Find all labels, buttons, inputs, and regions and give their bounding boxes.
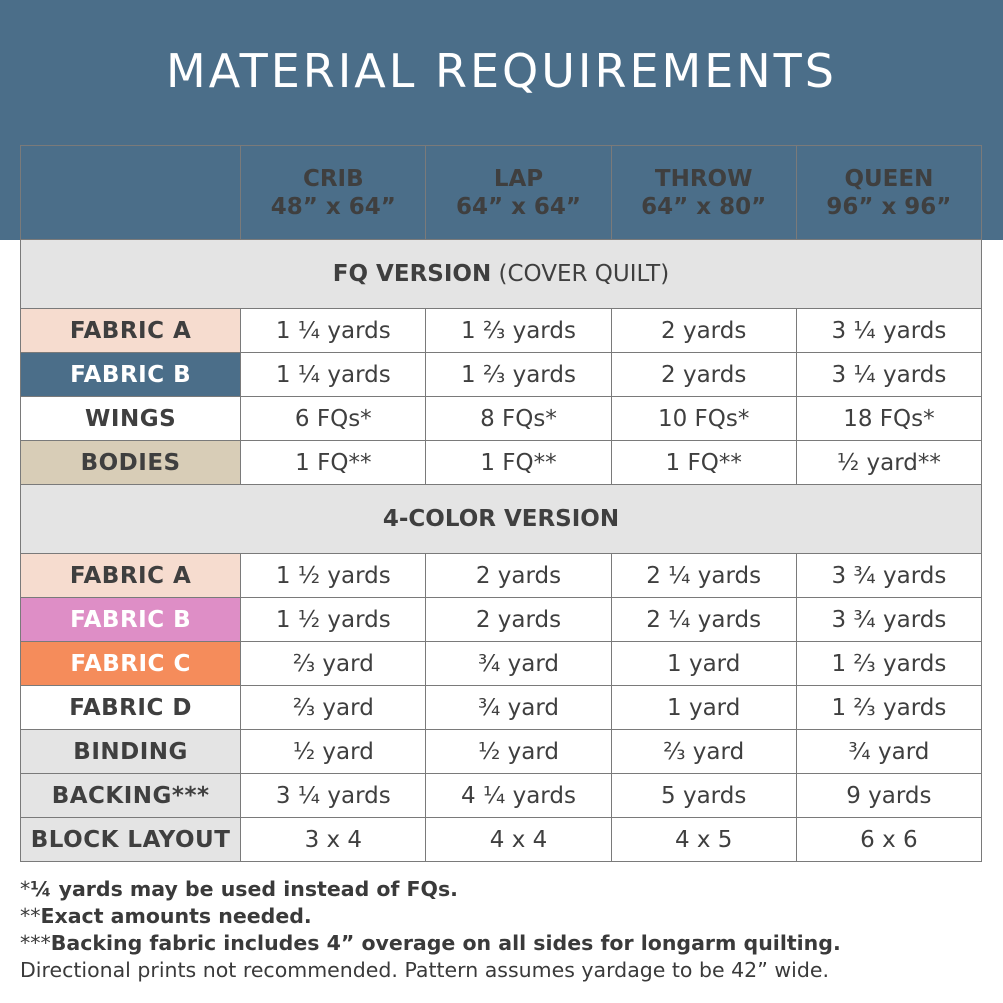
row-label: FABRIC A: [21, 309, 241, 353]
column-size: 64” x 64”: [455, 193, 582, 220]
table-row: [21, 642, 982, 686]
table-cell: 3 ¼ yards: [796, 309, 981, 353]
table-cell: 4 ¼ yards: [426, 774, 611, 818]
table-cell: ⅔ yard: [241, 686, 426, 730]
table-cell: 2 ¼ yards: [611, 598, 796, 642]
table-cell: ⅔ yard: [241, 642, 426, 686]
row-label: BLOCK LAYOUT: [21, 818, 241, 862]
table-cell: 2 yards: [611, 353, 796, 397]
table-cell: 1 ½ yards: [241, 598, 426, 642]
table-cell: 5 yards: [611, 774, 796, 818]
table-cell: 2 ¼ yards: [611, 554, 796, 598]
section-header-row: [21, 240, 982, 309]
column-header: [241, 146, 426, 240]
section-title: [21, 485, 982, 554]
table-cell: 1 yard: [611, 686, 796, 730]
section-title: [21, 240, 982, 309]
table-cell: 6 FQs*: [241, 397, 426, 441]
table-cell: 1 ⅔ yards: [426, 309, 611, 353]
footnote: **Exact amounts needed.: [20, 904, 312, 928]
footnote: *¼ yards may be used instead of FQs.: [20, 877, 458, 901]
column-name: THROW: [654, 165, 753, 192]
section-title-note: (COVER QUILT): [491, 261, 670, 287]
table-cell: 1 ¼ yards: [241, 353, 426, 397]
row-label: FABRIC D: [21, 686, 241, 730]
table-cell: 1 yard: [611, 642, 796, 686]
footnotes: [20, 876, 990, 984]
table-cell: ¾ yard: [426, 686, 611, 730]
material-requirements-table: [20, 145, 982, 862]
row-label: BACKING***: [21, 774, 241, 818]
column-header: [611, 146, 796, 240]
column-size: 96” x 96”: [826, 193, 952, 220]
table-cell: 2 yards: [426, 598, 611, 642]
row-label: BINDING: [21, 730, 241, 774]
row-label: WINGS: [21, 397, 241, 441]
table-row: [21, 774, 982, 818]
footnote: ***Backing fabric includes 4” overage on all sides for longarm quilting.: [20, 931, 841, 955]
table-row: [21, 730, 982, 774]
table-cell: 1 ⅔ yards: [426, 353, 611, 397]
table-cell: ¾ yard: [796, 730, 981, 774]
row-label: BODIES: [21, 441, 241, 485]
section-header-row: [21, 485, 982, 554]
table-cell: 1 FQ**: [611, 441, 796, 485]
row-label: FABRIC B: [21, 353, 241, 397]
column-name: QUEEN: [844, 165, 934, 192]
page-title: MATERIAL REQUIREMENTS: [166, 44, 837, 98]
footnote-plain: Directional prints not recommended. Pattern assumes yardage to be 42” wide.: [20, 958, 829, 982]
table-cell: 1 FQ**: [241, 441, 426, 485]
table-cell: 1 ¼ yards: [241, 309, 426, 353]
table-cell: ¾ yard: [426, 642, 611, 686]
column-size: 48” x 64”: [270, 193, 396, 220]
table-cell: 8 FQs*: [426, 397, 611, 441]
table-cell: 3 ¼ yards: [241, 774, 426, 818]
table-cell: 1 FQ**: [426, 441, 611, 485]
table-cell: ½ yard: [426, 730, 611, 774]
table-row: [21, 818, 982, 862]
column-size: 64” x 80”: [641, 193, 767, 220]
table-cell: 3 ¾ yards: [796, 554, 981, 598]
table-cell: 3 x 4: [241, 818, 426, 862]
column-name: LAP: [493, 165, 544, 192]
column-header: [796, 146, 981, 240]
row-label: FABRIC C: [21, 642, 241, 686]
table-cell: 4 x 5: [611, 818, 796, 862]
section-title-bold: 4-COLOR VERSION: [382, 506, 620, 532]
table-cell: 1 ⅔ yards: [796, 686, 981, 730]
row-label: FABRIC A: [21, 554, 241, 598]
table-cell: 9 yards: [796, 774, 981, 818]
table-cell: 18 FQs*: [796, 397, 981, 441]
column-name: CRIB: [302, 165, 364, 192]
section-title-bold: FQ VERSION: [332, 261, 492, 287]
header-corner-cell: [21, 146, 241, 240]
table-cell: 6 x 6: [796, 818, 981, 862]
table-header-row: [21, 146, 982, 240]
table-cell: 1 ⅔ yards: [796, 642, 981, 686]
table-row: [21, 309, 982, 353]
table-cell: 3 ¼ yards: [796, 353, 981, 397]
table-row: [21, 441, 982, 485]
table-cell: 2 yards: [611, 309, 796, 353]
table-cell: 3 ¾ yards: [796, 598, 981, 642]
table-row: [21, 554, 982, 598]
table-cell: ½ yard: [241, 730, 426, 774]
table-cell: 1 ½ yards: [241, 554, 426, 598]
table-cell: 10 FQs*: [611, 397, 796, 441]
table-cell: ⅔ yard: [611, 730, 796, 774]
table-cell: 2 yards: [426, 554, 611, 598]
table-cell: 4 x 4: [426, 818, 611, 862]
table-row: [21, 598, 982, 642]
table-row: [21, 353, 982, 397]
row-label: FABRIC B: [21, 598, 241, 642]
table-row: [21, 686, 982, 730]
table-row: [21, 397, 982, 441]
column-header: [426, 146, 611, 240]
table-cell: ½ yard**: [796, 441, 981, 485]
